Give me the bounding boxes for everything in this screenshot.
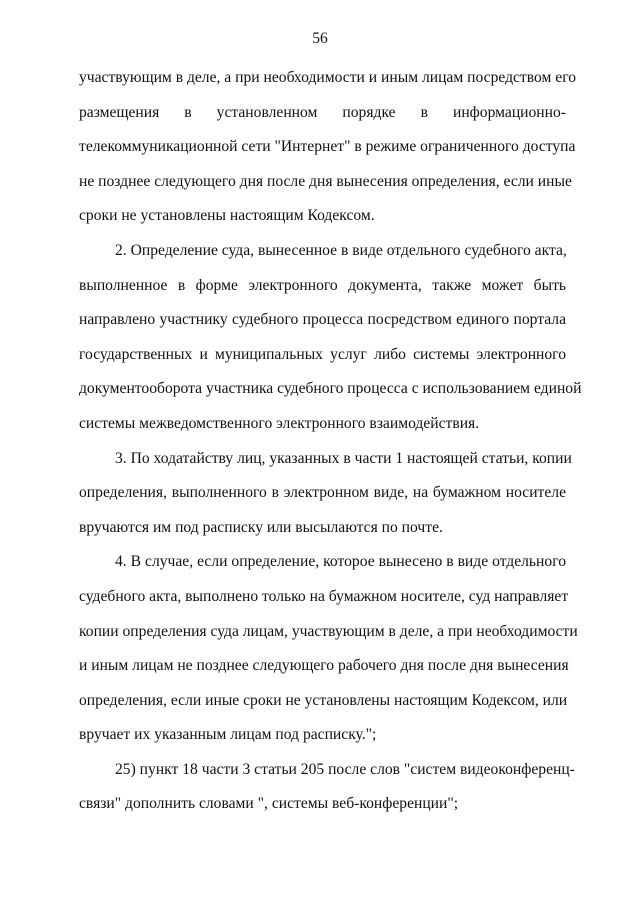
document-body: [79, 66, 582, 827]
text-line: выполненное в форме электронного документа, также может быть: [79, 276, 566, 294]
text-line: определения, выполненного в электронном виде, на бумажном носителе: [79, 484, 566, 502]
text-line: направлено участнику судебного процесса посредством единого портала: [79, 311, 566, 329]
text-line: связи" дополнить словами ", системы веб-конференции";: [79, 795, 459, 813]
text-line: системы межведомственного электронного взаимодействия.: [79, 414, 480, 432]
page-number: 56: [312, 30, 328, 47]
text-line: судебного акта, выполнено только на бумажном носителе, суд направляет: [79, 587, 569, 605]
text-line: не позднее следующего дня после дня вынесения определения, если иные: [79, 172, 572, 190]
text-line: вручает их указанным лицам под расписку.";: [79, 726, 377, 744]
text-line: определения, если иные сроки не установлены настоящим Кодексом, или: [79, 691, 568, 709]
text-line: копии определения суда лицам, участвующим в деле, а при необходимости: [79, 622, 578, 640]
text-line: размещения в установленном порядке в информационно-: [79, 103, 566, 121]
text-line: документооборота участника судебного процесса с использованием единой: [79, 380, 582, 398]
text-line: телекоммуникационной сети "Интернет" в режиме ограниченного доступа: [79, 138, 576, 156]
text-line: и иным лицам не позднее следующего рабочего дня после дня вынесения: [79, 657, 569, 675]
text-line: сроки не установлены настоящим Кодексом.: [79, 207, 375, 225]
text-line: 2. Определение суда, вынесенное в виде отдельного судебного акта,: [115, 241, 567, 259]
text-line: 25) пункт 18 части 3 статьи 205 после слов "систем видеоконференц-: [115, 760, 575, 778]
text-line: участвующим в деле, а при необходимости и иным лицам посредством его: [79, 69, 576, 86]
text-line: вручаются им под расписку или высылаются по почте.: [79, 518, 443, 536]
text-line: государственных и муниципальных услуг либо системы электронного: [79, 345, 566, 363]
text-line: 4. В случае, если определение, которое вынесено в виде отдельного: [115, 553, 566, 571]
text-line: 3. По ходатайству лиц, указанных в части 1 настоящей статьи, копии: [115, 449, 572, 467]
